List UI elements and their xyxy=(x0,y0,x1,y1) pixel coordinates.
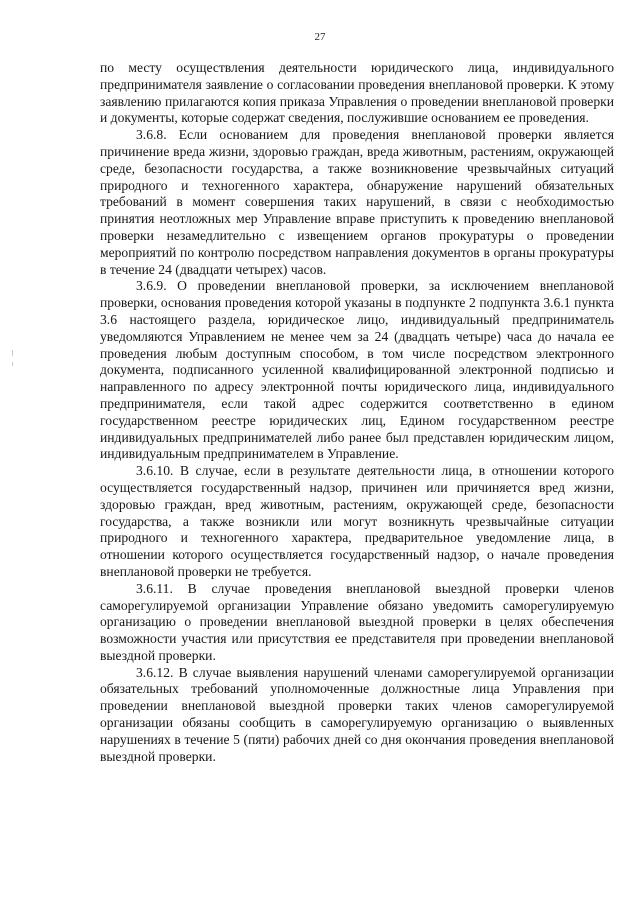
paragraph-3-6-8: 3.6.8. Если основанием для проведения внеплановой проверки является причинение вреда жизни, здоровью граждан, вреда животным, растениям, окружающей среде, безопасности государства, а также возникновение чрезвычайных ситуаций природного и техногенного характера, обнаружение нарушений обязательных требований в момент совершения таких нарушений, в связи с необходимостью принятия неотложных мер Управление вправе приступить к проведению внеплановой проверки незамедлительно с извещением органов прокуратуры о проведении мероприятий по контролю посредством направления документов в органы прокуратуры в течение 24 (двадцати четырех) часов. xyxy=(100,127,614,277)
paragraph-3-6-11: 3.6.11. В случае проведения внеплановой выездной проверки членов саморегулируемой организации Управление обязано уведомить саморегулируемую организацию о проведении внеплановой выездной проверки в целях обеспечения возможности участия или присутствия ее представителя при проведении внеплановой выездной проверки. xyxy=(100,580,614,663)
paragraph-continuation: по месту осуществления деятельности юридического лица, индивидуального предпринимателя заявление о согласовании проведения внеплановой проверки. К этому заявлению прилагаются копия приказа Управления о проведении внеплановой проверки и документы, которые содержат сведения, послужившие основанием ее проведения. xyxy=(100,60,614,126)
margin-scan-mark xyxy=(12,362,13,366)
document-body xyxy=(100,60,614,765)
page-number: 27 xyxy=(314,31,326,43)
paragraph-3-6-10: 3.6.10. В случае, если в результате деятельности лица, в отношении которого осуществляется государственный надзор, причинен или причиняется вред жизни, здоровью граждан, вред животным, растениям, окружающей среде, безопасности государства, а также возникли или могут возникнуть чрезвычайные ситуации природного и техногенного характера, предварительное уведомление лица, в отношении которого осуществляется государственный надзор, о начале проведения внеплановой проверки не требуется. xyxy=(100,463,614,579)
paragraph-3-6-12: 3.6.12. В случае выявления нарушений членами саморегулируемой организации обязательных требований уполномоченные должностные лица Управления при проведении внеплановой выездной проверки таких членов саморегулируемой организации обязаны сообщить в саморегулируемую организацию о выявленных нарушениях в течение 5 (пяти) рабочих дней со дня окончания проведения внеплановой выездной проверки. xyxy=(100,664,614,764)
paragraph-3-6-9: 3.6.9. О проведении внеплановой проверки, за исключением внеплановой проверки, основания проведения которой указаны в подпункте 2 подпункта 3.6.1 пункта 3.6 настоящего раздела, юридическое лицо, индивидуальный предприниматель уведомляются Управлением не менее чем за 24 (двадцать четыре) часа до начала ее проведения любым доступным способом, в том числе посредством электронного документа, подписанного усиленной квалифицированной электронной подписью и направленного по адресу электронной почты юридического лица, индивидуального предпринимателя, если такой адрес содержится соответственно в едином государственном реестре юридических лиц, Едином государственном реестре индивидуальных предпринимателей либо ранее был представлен юридическим лицом, индивидуальным предпринимателем в Управление. xyxy=(100,278,614,462)
margin-scan-mark xyxy=(12,350,13,356)
